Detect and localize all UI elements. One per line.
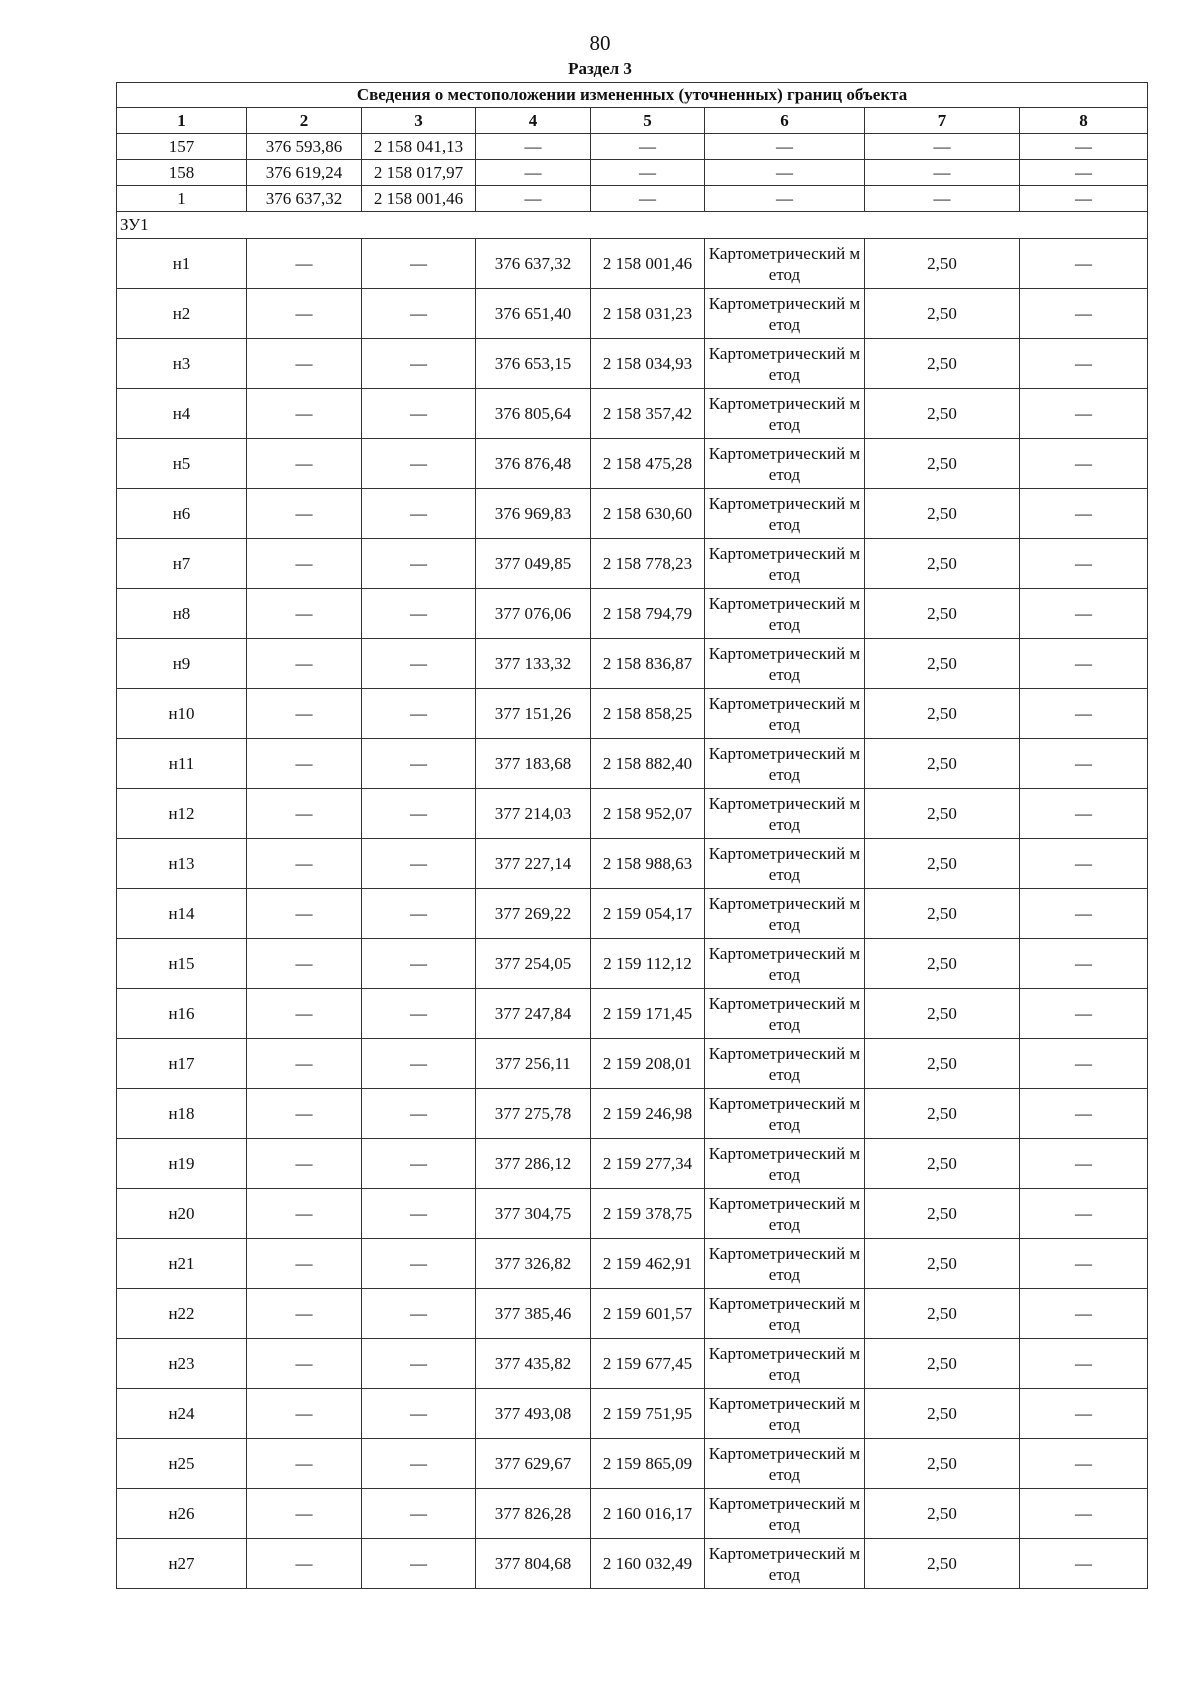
old-x-cell: — [247,289,362,339]
new-x-cell: 376 637,32 [476,239,591,289]
accuracy-cell: 2,50 [865,839,1020,889]
point-number-cell: н22 [117,1289,247,1339]
description-cell: — [1020,1439,1148,1489]
table-row [117,439,1148,489]
description-cell: — [1020,1039,1148,1089]
description-cell: — [1020,989,1148,1039]
point-number-cell: 1 [117,186,247,212]
old-y-cell: — [362,889,476,939]
accuracy-cell: 2,50 [865,1189,1020,1239]
point-number-cell: н17 [117,1039,247,1089]
old-x-cell: — [247,1489,362,1539]
accuracy-cell: 2,50 [865,589,1020,639]
column-header: 7 [865,108,1020,134]
method-cell: Картометрический метод [705,539,865,589]
table-row [117,1439,1148,1489]
accuracy-cell: — [865,134,1020,160]
table-row [117,489,1148,539]
table-row [117,1139,1148,1189]
table-row [117,889,1148,939]
old-x-cell: — [247,439,362,489]
point-number-cell: н3 [117,339,247,389]
accuracy-cell: 2,50 [865,1389,1020,1439]
table-row [117,589,1148,639]
accuracy-cell: 2,50 [865,339,1020,389]
column-header: 8 [1020,108,1148,134]
new-x-cell: 377 326,82 [476,1239,591,1289]
point-number-cell: н16 [117,989,247,1039]
accuracy-cell: 2,50 [865,1289,1020,1339]
new-x-cell: 376 651,40 [476,289,591,339]
old-y-cell: 2 158 017,97 [362,160,476,186]
new-x-cell: 377 629,67 [476,1439,591,1489]
old-x-cell: — [247,839,362,889]
old-y-cell: — [362,589,476,639]
new-y-cell: 2 159 462,91 [591,1239,705,1289]
point-number-cell: н2 [117,289,247,339]
old-y-cell: — [362,1089,476,1139]
method-cell: Картометрический метод [705,439,865,489]
accuracy-cell: 2,50 [865,939,1020,989]
column-header: 5 [591,108,705,134]
old-y-cell: 2 158 001,46 [362,186,476,212]
description-cell: — [1020,1089,1148,1139]
new-y-cell: 2 158 794,79 [591,589,705,639]
table-row [117,1489,1148,1539]
new-x-cell: 377 214,03 [476,789,591,839]
old-x-cell: — [247,389,362,439]
column-header: 6 [705,108,865,134]
method-cell: Картометрический метод [705,889,865,939]
point-number-cell: н26 [117,1489,247,1539]
new-y-cell: 2 158 952,07 [591,789,705,839]
new-x-cell: 377 304,75 [476,1189,591,1239]
description-cell: — [1020,1489,1148,1539]
description-cell: — [1020,789,1148,839]
old-x-cell: — [247,1089,362,1139]
description-cell: — [1020,589,1148,639]
old-y-cell: — [362,1289,476,1339]
column-header: 1 [117,108,247,134]
new-y-cell: 2 159 112,12 [591,939,705,989]
description-cell: — [1020,239,1148,289]
method-cell: Картометрический метод [705,1039,865,1089]
point-number-cell: н11 [117,739,247,789]
accuracy-cell: 2,50 [865,1339,1020,1389]
new-x-cell: 377 435,82 [476,1339,591,1389]
new-x-cell: 376 876,48 [476,439,591,489]
point-number-cell: н8 [117,589,247,639]
table-caption-row [117,83,1148,108]
section-title: Раздел 3 [568,59,632,78]
method-cell: Картометрический метод [705,1089,865,1139]
description-cell: — [1020,639,1148,689]
method-cell: — [705,134,865,160]
column-header-row [117,108,1148,134]
accuracy-cell: 2,50 [865,739,1020,789]
new-y-cell: 2 159 277,34 [591,1139,705,1189]
old-y-cell: 2 158 041,13 [362,134,476,160]
new-y-cell: — [591,160,705,186]
point-number-cell: н23 [117,1339,247,1389]
table-row [117,1539,1148,1589]
method-cell: Картометрический метод [705,1339,865,1389]
description-cell: — [1020,889,1148,939]
old-x-cell: — [247,339,362,389]
old-y-cell: — [362,1539,476,1589]
method-cell: Картометрический метод [705,1389,865,1439]
table-row [117,1039,1148,1089]
old-x-cell: — [247,1539,362,1589]
new-y-cell: 2 159 865,09 [591,1439,705,1489]
method-cell: Картометрический метод [705,689,865,739]
table-row [117,339,1148,389]
new-x-cell: — [476,160,591,186]
new-x-cell: 377 076,06 [476,589,591,639]
old-x-cell: — [247,989,362,1039]
old-y-cell: — [362,989,476,1039]
description-cell: — [1020,1239,1148,1289]
accuracy-cell: 2,50 [865,239,1020,289]
table-row [117,289,1148,339]
accuracy-cell: 2,50 [865,1239,1020,1289]
new-x-cell: — [476,186,591,212]
accuracy-cell: 2,50 [865,889,1020,939]
old-y-cell: — [362,289,476,339]
old-x-cell: 376 619,24 [247,160,362,186]
old-x-cell: — [247,539,362,589]
old-x-cell: — [247,739,362,789]
table-row [117,739,1148,789]
old-y-cell: — [362,789,476,839]
accuracy-cell: — [865,160,1020,186]
table-row [117,389,1148,439]
point-number-cell: н6 [117,489,247,539]
old-x-cell: — [247,239,362,289]
new-y-cell: 2 159 751,95 [591,1389,705,1439]
point-number-cell: н14 [117,889,247,939]
new-y-cell: — [591,186,705,212]
accuracy-cell: — [865,186,1020,212]
old-y-cell: — [362,1239,476,1289]
method-cell: Картометрический метод [705,739,865,789]
point-number-cell: н9 [117,639,247,689]
table-row [117,160,1148,186]
new-x-cell: 376 969,83 [476,489,591,539]
old-y-cell: — [362,739,476,789]
old-x-cell: — [247,1139,362,1189]
new-y-cell: 2 158 836,87 [591,639,705,689]
method-cell: Картометрический метод [705,589,865,639]
table-row [117,1189,1148,1239]
old-x-cell: — [247,1189,362,1239]
new-x-cell: 377 493,08 [476,1389,591,1439]
table-row [117,789,1148,839]
group-label: ЗУ1 [117,212,1148,239]
method-cell: Картометрический метод [705,239,865,289]
table-row [117,1389,1148,1439]
method-cell: Картометрический метод [705,939,865,989]
method-cell: Картометрический метод [705,1189,865,1239]
new-x-cell: 377 286,12 [476,1139,591,1189]
old-y-cell: — [362,1139,476,1189]
old-x-cell: — [247,589,362,639]
old-y-cell: — [362,839,476,889]
old-y-cell: — [362,1339,476,1389]
accuracy-cell: 2,50 [865,789,1020,839]
old-x-cell: — [247,939,362,989]
new-y-cell: 2 160 032,49 [591,1539,705,1589]
new-y-cell: 2 158 034,93 [591,339,705,389]
new-x-cell: 376 805,64 [476,389,591,439]
column-header: 4 [476,108,591,134]
old-y-cell: — [362,489,476,539]
method-cell: Картометрический метод [705,489,865,539]
old-x-cell: — [247,489,362,539]
old-x-cell: — [247,789,362,839]
old-x-cell: 376 637,32 [247,186,362,212]
description-cell: — [1020,389,1148,439]
method-cell: Картометрический метод [705,1239,865,1289]
table-row [117,939,1148,989]
point-number-cell: н12 [117,789,247,839]
new-x-cell: 377 227,14 [476,839,591,889]
table-row [117,539,1148,589]
accuracy-cell: 2,50 [865,1489,1020,1539]
point-number-cell: н25 [117,1439,247,1489]
new-x-cell: 377 247,84 [476,989,591,1039]
method-cell: Картометрический метод [705,1289,865,1339]
new-y-cell: 2 158 001,46 [591,239,705,289]
old-y-cell: — [362,1439,476,1489]
method-cell: Картометрический метод [705,789,865,839]
old-y-cell: — [362,339,476,389]
new-y-cell: 2 159 677,45 [591,1339,705,1389]
accuracy-cell: 2,50 [865,289,1020,339]
point-number-cell: н10 [117,689,247,739]
description-cell: — [1020,539,1148,589]
table-caption: Сведения о местоположении измененных (уточненных) границ объекта [117,83,1148,108]
old-x-cell: — [247,1289,362,1339]
description-cell: — [1020,489,1148,539]
new-x-cell: 377 151,26 [476,689,591,739]
method-cell: Картометрический метод [705,1439,865,1489]
new-x-cell: 376 653,15 [476,339,591,389]
new-y-cell: 2 158 988,63 [591,839,705,889]
old-y-cell: — [362,939,476,989]
new-y-cell: 2 158 357,42 [591,389,705,439]
new-x-cell: — [476,134,591,160]
point-number-cell: н18 [117,1089,247,1139]
new-y-cell: — [591,134,705,160]
accuracy-cell: 2,50 [865,1089,1020,1139]
old-x-cell: — [247,889,362,939]
new-x-cell: 377 133,32 [476,639,591,689]
table-row [117,1089,1148,1139]
accuracy-cell: 2,50 [865,689,1020,739]
accuracy-cell: 2,50 [865,989,1020,1039]
old-y-cell: — [362,539,476,589]
old-y-cell: — [362,639,476,689]
old-x-cell: — [247,1339,362,1389]
point-number-cell: н5 [117,439,247,489]
new-x-cell: 377 804,68 [476,1539,591,1589]
description-cell: — [1020,939,1148,989]
old-y-cell: — [362,1189,476,1239]
description-cell: — [1020,689,1148,739]
page-number: 80 [589,31,611,55]
description-cell: — [1020,134,1148,160]
method-cell: — [705,160,865,186]
new-x-cell: 377 049,85 [476,539,591,589]
description-cell: — [1020,439,1148,489]
new-y-cell: 2 159 171,45 [591,989,705,1039]
point-number-cell: н1 [117,239,247,289]
point-number-cell: н27 [117,1539,247,1589]
group-row [117,212,1148,239]
accuracy-cell: 2,50 [865,1439,1020,1489]
old-y-cell: — [362,389,476,439]
new-x-cell: 377 826,28 [476,1489,591,1539]
description-cell: — [1020,839,1148,889]
old-x-cell: — [247,689,362,739]
description-cell: — [1020,1389,1148,1439]
accuracy-cell: 2,50 [865,639,1020,689]
description-cell: — [1020,1189,1148,1239]
description-cell: — [1020,339,1148,389]
method-cell: — [705,186,865,212]
accuracy-cell: 2,50 [865,539,1020,589]
new-y-cell: 2 158 778,23 [591,539,705,589]
point-number-cell: н19 [117,1139,247,1189]
new-x-cell: 377 385,46 [476,1289,591,1339]
new-x-cell: 377 183,68 [476,739,591,789]
old-x-cell: — [247,639,362,689]
new-x-cell: 377 269,22 [476,889,591,939]
new-y-cell: 2 159 246,98 [591,1089,705,1139]
description-cell: — [1020,160,1148,186]
old-y-cell: — [362,1039,476,1089]
old-x-cell: 376 593,86 [247,134,362,160]
new-x-cell: 377 254,05 [476,939,591,989]
method-cell: Картометрический метод [705,839,865,889]
old-x-cell: — [247,1239,362,1289]
method-cell: Картометрический метод [705,1539,865,1589]
description-cell: — [1020,1539,1148,1589]
point-number-cell: 157 [117,134,247,160]
point-number-cell: 158 [117,160,247,186]
new-y-cell: 2 160 016,17 [591,1489,705,1539]
method-cell: Картометрический метод [705,339,865,389]
point-number-cell: н21 [117,1239,247,1289]
description-cell: — [1020,289,1148,339]
description-cell: — [1020,739,1148,789]
accuracy-cell: 2,50 [865,489,1020,539]
old-y-cell: — [362,689,476,739]
old-y-cell: — [362,1389,476,1439]
old-x-cell: — [247,1039,362,1089]
accuracy-cell: 2,50 [865,439,1020,489]
method-cell: Картометрический метод [705,389,865,439]
description-cell: — [1020,1339,1148,1389]
table-row [117,186,1148,212]
accuracy-cell: 2,50 [865,1539,1020,1589]
table-row [117,1239,1148,1289]
column-header: 3 [362,108,476,134]
new-x-cell: 377 256,11 [476,1039,591,1089]
accuracy-cell: 2,50 [865,1139,1020,1189]
new-y-cell: 2 159 208,01 [591,1039,705,1089]
old-x-cell: — [247,1439,362,1489]
point-number-cell: н15 [117,939,247,989]
table-row [117,1339,1148,1389]
new-y-cell: 2 158 858,25 [591,689,705,739]
table-row [117,989,1148,1039]
description-cell: — [1020,186,1148,212]
table-row [117,134,1148,160]
old-x-cell: — [247,1389,362,1439]
table-row [117,839,1148,889]
accuracy-cell: 2,50 [865,389,1020,439]
point-number-cell: н20 [117,1189,247,1239]
old-y-cell: — [362,439,476,489]
accuracy-cell: 2,50 [865,1039,1020,1089]
method-cell: Картометрический метод [705,289,865,339]
new-y-cell: 2 158 882,40 [591,739,705,789]
new-x-cell: 377 275,78 [476,1089,591,1139]
old-y-cell: — [362,239,476,289]
table-row [117,239,1148,289]
new-y-cell: 2 158 630,60 [591,489,705,539]
new-y-cell: 2 159 054,17 [591,889,705,939]
method-cell: Картометрический метод [705,989,865,1039]
method-cell: Картометрический метод [705,1489,865,1539]
description-cell: — [1020,1289,1148,1339]
table-row [117,1289,1148,1339]
point-number-cell: н24 [117,1389,247,1439]
point-number-cell: н7 [117,539,247,589]
new-y-cell: 2 158 031,23 [591,289,705,339]
boundary-coordinates-table [116,82,1148,1589]
new-y-cell: 2 158 475,28 [591,439,705,489]
old-y-cell: — [362,1489,476,1539]
table-row [117,689,1148,739]
new-y-cell: 2 159 601,57 [591,1289,705,1339]
new-y-cell: 2 159 378,75 [591,1189,705,1239]
method-cell: Картометрический метод [705,639,865,689]
description-cell: — [1020,1139,1148,1189]
method-cell: Картометрический метод [705,1139,865,1189]
table-row [117,639,1148,689]
column-header: 2 [247,108,362,134]
point-number-cell: н13 [117,839,247,889]
point-number-cell: н4 [117,389,247,439]
